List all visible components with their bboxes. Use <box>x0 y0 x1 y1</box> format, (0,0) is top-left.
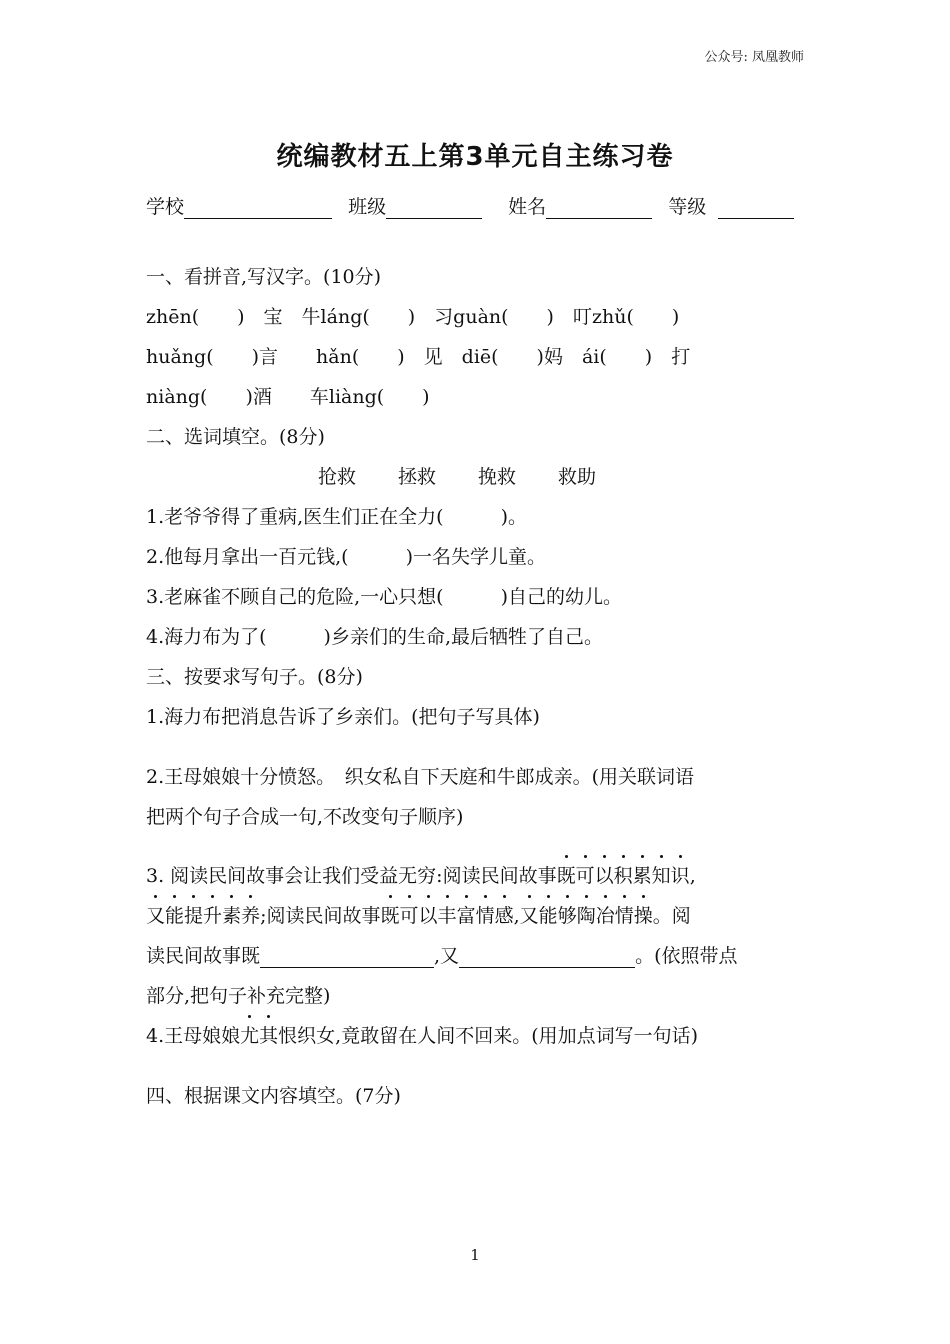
pinyin-row-2: huǎng( )言 hǎn( ) 见 diē( )妈 ái( ) 打 <box>146 346 691 368</box>
q3-line2-mid: ;阅读民间故事 <box>260 905 381 927</box>
section2-heading: 二、选词填空。(8分) <box>146 426 325 448</box>
q3-line1-end: , <box>689 865 696 887</box>
q3-line3-c: 。(依照带点 <box>635 945 738 967</box>
fill-item-4: 4.海力布为了( )乡亲们的生命,最后牺牲了自己。 <box>146 626 603 648</box>
sentence-q3-line3 <box>146 941 737 968</box>
grade-blank[interactable] <box>718 198 794 219</box>
q3-line3-b: ,又 <box>434 945 460 967</box>
q3-line2-end: 。阅 <box>652 905 691 927</box>
q4-dotted-word: 尤其 <box>240 1025 278 1047</box>
word-3: 挽救 <box>478 466 517 488</box>
q3-dotted-phrase-3: 既可以丰富情感,又能够陶冶情操 <box>381 905 653 927</box>
class-label: 班级 <box>348 196 387 218</box>
section3-heading: 三、按要求写句子。(8分) <box>146 666 363 688</box>
word-4: 救助 <box>558 466 597 488</box>
q4-text-a: 4.王母娘娘 <box>146 1025 241 1047</box>
q3-blank-1[interactable] <box>260 947 434 968</box>
q3-dotted-phrase-2: 又能提升素养 <box>146 905 260 927</box>
fill-item-3: 3.老麻雀不顾自己的危险,一心只想( )自己的幼儿。 <box>146 586 622 608</box>
class-blank[interactable] <box>386 198 482 219</box>
header-note: 公众号: 凤凰教师 <box>704 50 804 65</box>
page-title: 统编教材五上第3单元自主练习卷 <box>276 142 674 172</box>
pinyin-row-3: niàng( )酒 车liàng( ) <box>146 386 430 408</box>
word-1: 抢救 <box>318 466 357 488</box>
pinyin-row-1: zhēn( ) 宝 牛láng( ) 习guàn( ) 叮zhǔ( ) <box>146 306 680 328</box>
sentence-q4 <box>146 1021 698 1048</box>
name-blank[interactable] <box>546 198 652 219</box>
section4-heading: 四、根据课文内容填空。(7分) <box>146 1085 401 1107</box>
q3-line1-text: 3. 阅读民间故事会让我们受益无穷:阅读民间故事 <box>146 865 557 887</box>
q3-blank-2[interactable] <box>459 947 635 968</box>
info-line <box>146 192 794 219</box>
sentence-q2-line1: 2.王母娘娘十分愤怒。 织女私自下天庭和牛郎成亲。(用关联词语 <box>146 766 695 788</box>
fill-item-2: 2.他每月拿出一百元钱,( )一名失学儿童。 <box>146 546 546 568</box>
sentence-q2-line2: 把两个句子合成一句,不改变句子顺序) <box>146 806 464 828</box>
school-label: 学校 <box>146 196 185 218</box>
school-blank[interactable] <box>184 198 332 219</box>
grade-label: 等级 <box>668 196 707 218</box>
sentence-q3-line2 <box>146 901 691 928</box>
word-2: 拯救 <box>398 466 437 488</box>
sentence-q1: 1.海力布把消息告诉了乡亲们。(把句子写具体) <box>146 706 540 728</box>
q3-dotted-phrase-1: 既可以积累知识 <box>557 865 690 887</box>
fill-item-1: 1.老爷爷得了重病,医生们正在全力( )。 <box>146 506 527 528</box>
q3-line3-a: 读民间故事既 <box>146 945 261 967</box>
sentence-q3-line4: 部分,把句子补充完整) <box>146 985 331 1007</box>
word-bank <box>318 462 638 489</box>
name-label: 姓名 <box>508 196 547 218</box>
page-number: 1 <box>470 1246 480 1264</box>
q4-text-b: 恨织女,竟敢留在人间不回来。(用加点词写一句话) <box>278 1025 699 1047</box>
sentence-q3-line1 <box>146 861 696 888</box>
section1-heading: 一、看拼音,写汉字。(10分) <box>146 266 382 288</box>
